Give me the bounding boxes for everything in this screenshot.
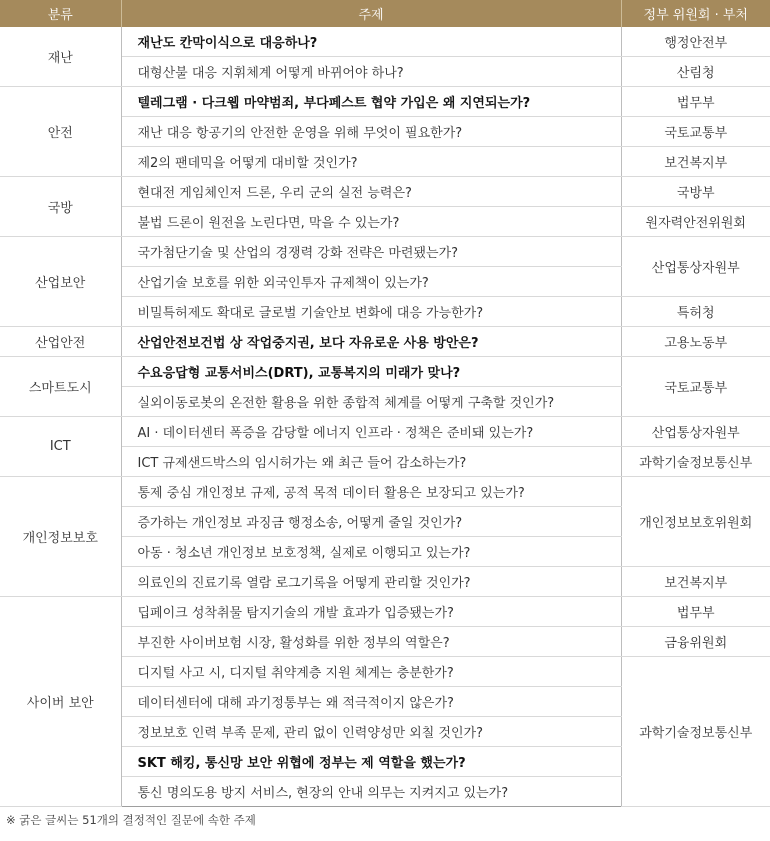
ministry-cell: 국방부 (621, 177, 770, 207)
table-row (0, 87, 770, 117)
ministry-cell: 고용노동부 (621, 327, 770, 357)
topic-cell: SKT 해킹, 통신망 보안 위협에 정부는 제 역할을 했는가? (121, 747, 621, 777)
ministry-cell: 국토교통부 (621, 357, 770, 417)
topic-cell: 실외이동로봇의 온전한 활용을 위한 종합적 체계를 어떻게 구축할 것인가? (121, 387, 621, 417)
category-cell: 산업안전 (0, 327, 121, 357)
ministry-cell: 법무부 (621, 597, 770, 627)
ministry-cell: 개인정보보호위원회 (621, 477, 770, 567)
table-row (0, 477, 770, 507)
table-row (0, 27, 770, 57)
topic-cell: 재난 대응 항공기의 안전한 운영을 위해 무엇이 필요한가? (121, 117, 621, 147)
header-ministry: 정부 위원회 · 부처 (621, 0, 770, 27)
topic-cell: ICT 규제샌드박스의 임시허가는 왜 최근 들어 감소하는가? (121, 447, 621, 477)
header-topic: 주제 (121, 0, 621, 27)
ministry-cell: 행정안전부 (621, 27, 770, 57)
topic-cell: 부진한 사이버보험 시장, 활성화를 위한 정부의 역할은? (121, 627, 621, 657)
topic-cell: 통신 명의도용 방지 서비스, 현장의 안내 의무는 지켜지고 있는가? (121, 777, 621, 807)
table-header-row (0, 0, 770, 27)
topic-cell: 불법 드론이 원전을 노린다면, 막을 수 있는가? (121, 207, 621, 237)
topic-cell: 제2의 팬데믹을 어떻게 대비할 것인가? (121, 147, 621, 177)
category-cell: 사이버 보안 (0, 597, 121, 807)
topic-cell: 현대전 게임체인저 드론, 우리 군의 실전 능력은? (121, 177, 621, 207)
topic-cell: 딥페이크 성착취물 탐지기술의 개발 효과가 입증됐는가? (121, 597, 621, 627)
ministry-cell: 산림청 (621, 57, 770, 87)
category-cell: 재난 (0, 27, 121, 87)
topic-cell: 산업안전보건법 상 작업중지권, 보다 자유로운 사용 방안은? (121, 327, 621, 357)
ministry-cell: 법무부 (621, 87, 770, 117)
topic-cell: 재난도 칸막이식으로 대응하나? (121, 27, 621, 57)
category-cell: 개인정보보호 (0, 477, 121, 597)
footnote: ※ 굵은 글씨는 51개의 결정적인 질문에 속한 주제 (6, 813, 256, 827)
header-category: 분류 (0, 0, 121, 27)
ministry-cell: 산업통상자원부 (621, 417, 770, 447)
topic-cell: 비밀특허제도 확대로 글로벌 기술안보 변화에 대응 가능한가? (121, 297, 621, 327)
table-row (0, 177, 770, 207)
table-row (0, 597, 770, 627)
ministry-cell: 국토교통부 (621, 117, 770, 147)
table-row (0, 237, 770, 267)
table-row (0, 327, 770, 357)
category-cell: 스마트도시 (0, 357, 121, 417)
topic-cell: 대형산불 대응 지휘체계 어떻게 바뀌어야 하나? (121, 57, 621, 87)
topic-cell: 산업기술 보호를 위한 외국인투자 규제책이 있는가? (121, 267, 621, 297)
ministry-cell: 과학기술정보통신부 (621, 447, 770, 477)
category-cell: ICT (0, 417, 121, 477)
category-cell: 산업보안 (0, 237, 121, 327)
table-row (0, 357, 770, 387)
ministry-cell: 원자력안전위원회 (621, 207, 770, 237)
topic-cell: 의료인의 진료기록 열람 로그기록을 어떻게 관리할 것인가? (121, 567, 621, 597)
topic-cell: 국가첨단기술 및 산업의 경쟁력 강화 전략은 마련됐는가? (121, 237, 621, 267)
topic-cell: 통제 중심 개인정보 규제, 공적 목적 데이터 활용은 보장되고 있는가? (121, 477, 621, 507)
ministry-cell: 보건복지부 (621, 147, 770, 177)
topic-cell: 아동 · 청소년 개인정보 보호정책, 실제로 이행되고 있는가? (121, 537, 621, 567)
ministry-cell: 과학기술정보통신부 (621, 657, 770, 807)
topic-cell: 정보보호 인력 부족 문제, 관리 없이 인력양성만 외칠 것인가? (121, 717, 621, 747)
topic-cell: 디지털 사고 시, 디지털 취약계층 지원 체계는 충분한가? (121, 657, 621, 687)
ministry-cell: 보건복지부 (621, 567, 770, 597)
ministry-cell: 금융위원회 (621, 627, 770, 657)
topic-cell: 수요응답형 교통서비스(DRT), 교통복지의 미래가 맞나? (121, 357, 621, 387)
category-cell: 국방 (0, 177, 121, 237)
ministry-cell: 산업통상자원부 (621, 237, 770, 297)
topic-cell: 데이터센터에 대해 과기정통부는 왜 적극적이지 않은가? (121, 687, 621, 717)
ministry-cell: 특허청 (621, 297, 770, 327)
topic-cell: AI · 데이터센터 폭증을 감당할 에너지 인프라 · 정책은 준비돼 있는가? (121, 417, 621, 447)
table-body (0, 27, 770, 807)
topic-cell: 텔레그램 · 다크웹 마약범죄, 부다페스트 협약 가입은 왜 지연되는가? (121, 87, 621, 117)
category-cell: 안전 (0, 87, 121, 177)
topic-cell: 증가하는 개인정보 과징금 행정소송, 어떻게 줄일 것인가? (121, 507, 621, 537)
table-row (0, 417, 770, 447)
